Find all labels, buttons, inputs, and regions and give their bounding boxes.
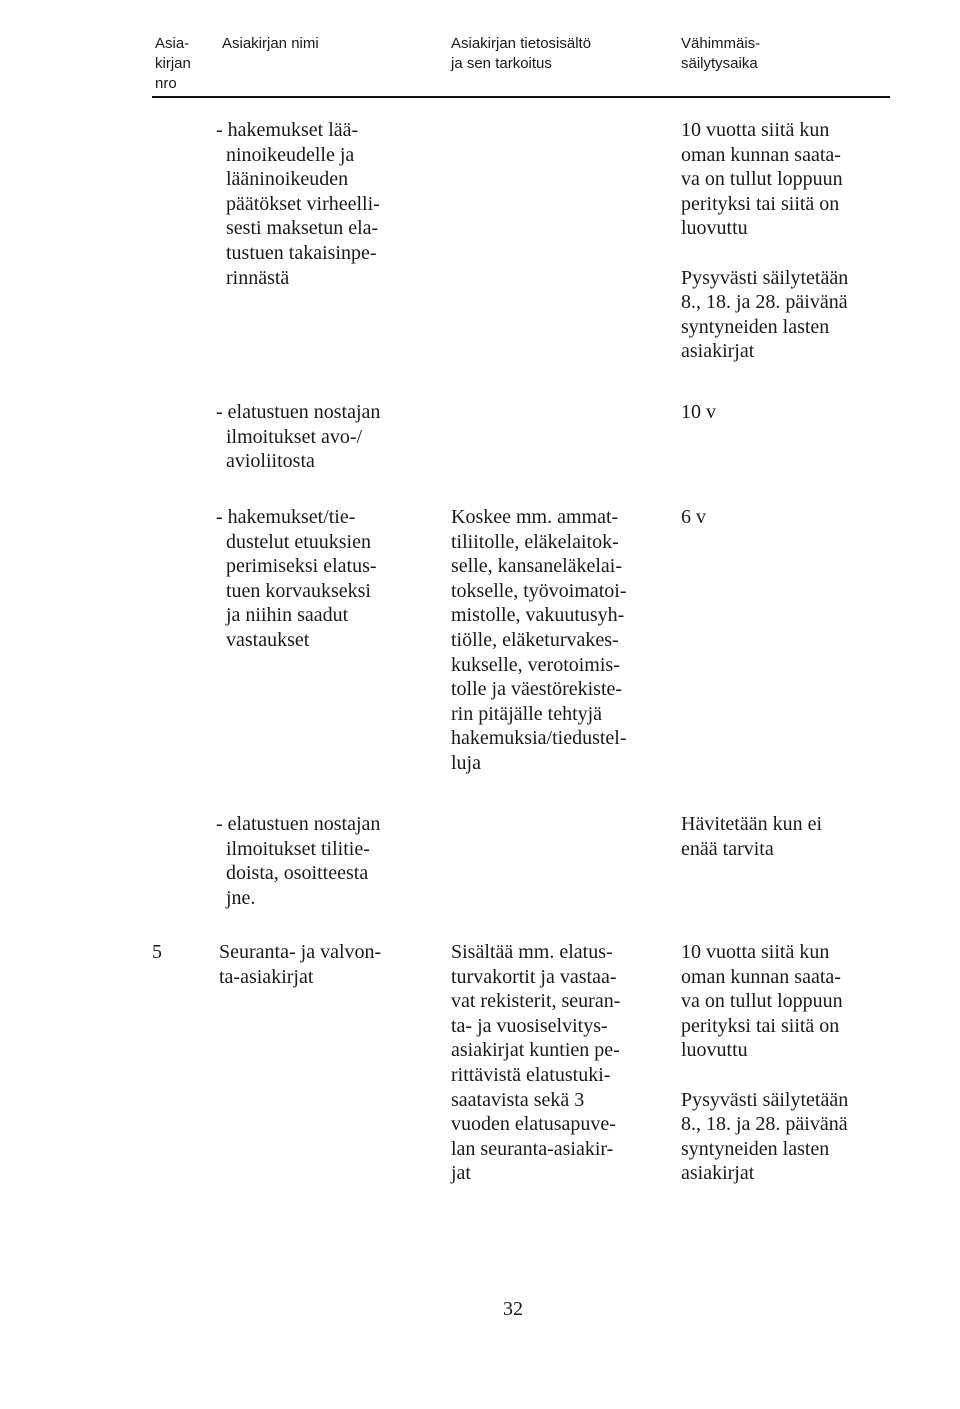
row-name: - elatustuen nostajan ilmoitukset tilitie- doista, osoitteesta jne. <box>216 813 381 909</box>
header-divider <box>152 96 890 98</box>
row-retention: Hävitetään kun ei enää tarvita <box>681 813 823 860</box>
row-name: - elatustuen nostajan ilmoitukset avo-/ avioliitosta <box>216 401 381 473</box>
row-nro: 5 <box>152 941 162 963</box>
header-name: Asiakirjan nimi <box>222 35 319 52</box>
row-name: Seuranta- ja valvon- ta-asiakirjat <box>219 941 382 988</box>
header-retention: Vähimmäis- säilytysaika <box>681 35 761 72</box>
page-number: 32 <box>503 1298 523 1320</box>
row-retention: 10 v <box>681 401 716 423</box>
row-retention: 10 vuotta siitä kun oman kunnan saata- va on tullut loppuun perityksi tai siitä on luovuttu Pysyvästi säilytetään 8., 18. ja 28. päivänä syntyneiden lasten asiakirjat <box>681 941 849 1185</box>
header-content: Asiakirjan tietosisältö ja sen tarkoitus <box>451 35 592 72</box>
row-retention: 10 vuotta siitä kun oman kunnan saata- va on tullut loppuun perityksi tai siitä on luovuttu Pysyvästi säilytetään 8., 18. ja 28. päivänä syntyneiden lasten asiakirjat <box>681 119 849 363</box>
row-content: Sisältää mm. elatus- turvakortit ja vastaa- vat rekisterit, seuran- ta- ja vuosiselvitys- asiakirjat kuntien pe- rittävistä elatustuki- saatavista sekä 3 vuoden elatusapuve- lan seuranta-asiakir- jat <box>451 941 621 1185</box>
row-name: - hakemukset lää- ninoikeudelle ja lääninoikeuden päätökset virheelli- sesti maksetun ela- tustuen takaisinpe- rinnästä <box>216 119 380 289</box>
header-nro: Asia- kirjan nro <box>155 35 191 92</box>
row-retention: 6 v <box>681 506 706 528</box>
row-name: - hakemukset/tie- dustelut etuuksien perimiseksi elatus- tuen korvaukseksi ja niihin saadut vastaukset <box>216 506 377 651</box>
row-content: Koskee mm. ammat- tiliitolle, eläkelaitok- selle, kansaneläkelai- tokselle, työvoimatoi- mistolle, vakuutusyh- tiölle, eläketurvakes- kukselle, verotoimis- tolle ja väestörekiste- rin pitäjälle tehtyjä hakemuksia/tiedustel- luja <box>451 506 627 774</box>
